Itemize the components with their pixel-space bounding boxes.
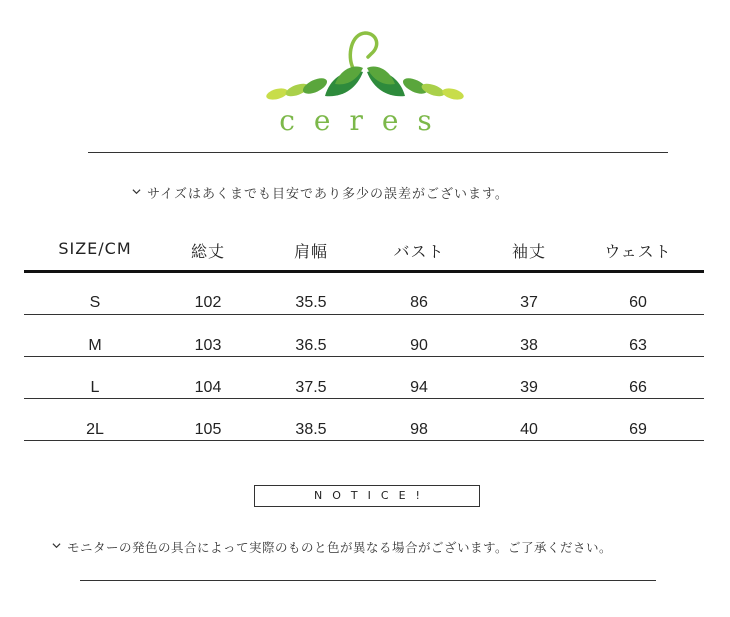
- chevron-down-icon: [52, 541, 61, 550]
- divider: [80, 580, 656, 581]
- header-bust: バスト: [393, 242, 445, 261]
- row-divider: [24, 440, 704, 441]
- divider: [88, 152, 668, 153]
- cell-sleeve: 39: [520, 379, 538, 396]
- row-divider: [24, 398, 704, 399]
- brand-name: ceres: [279, 104, 451, 137]
- header-length: 総丈: [190, 242, 225, 261]
- header-waist: ウェスト: [604, 242, 672, 261]
- chevron-down-icon: [132, 187, 141, 196]
- cell-bust: 94: [410, 379, 428, 396]
- cell-waist: 63: [629, 337, 647, 354]
- cell-size: M: [88, 337, 102, 354]
- size-note-text: サイズはあくまでも目安であり多少の誤差がございます。: [147, 187, 509, 202]
- header-sleeve: 袖丈: [511, 242, 546, 261]
- cell-waist: 60: [629, 294, 647, 311]
- monitor-note-text: モニターの発色の具合によって実際のものと色が異なる場合がございます。ご了承ください。: [67, 540, 613, 555]
- cell-length: 104: [194, 379, 222, 396]
- cell-shoulder: 38.5: [295, 421, 327, 438]
- cell-bust: 90: [410, 337, 428, 354]
- header-shoulder: 肩幅: [293, 242, 328, 261]
- cell-length: 103: [194, 337, 222, 354]
- cell-bust: 86: [410, 294, 428, 311]
- cell-length: 102: [194, 294, 222, 311]
- cell-shoulder: 35.5: [295, 294, 327, 311]
- cell-waist: 69: [629, 421, 647, 438]
- cell-shoulder: 37.5: [295, 379, 327, 396]
- notice-box: NOTICE!: [254, 485, 480, 507]
- cell-bust: 98: [410, 421, 428, 438]
- cell-shoulder: 36.5: [295, 337, 327, 354]
- header-rule: [24, 270, 704, 273]
- cell-size: L: [90, 379, 100, 396]
- cell-sleeve: 37: [520, 294, 538, 311]
- cell-size: S: [89, 294, 101, 311]
- row-divider: [24, 314, 704, 315]
- monitor-note: [52, 538, 612, 556]
- ceres-logo: [255, 28, 475, 140]
- size-note: [132, 183, 509, 202]
- cell-sleeve: 40: [520, 421, 538, 438]
- hanger-leaves-icon: [255, 28, 475, 108]
- cell-length: 105: [194, 421, 222, 438]
- row-divider: [24, 356, 704, 357]
- cell-size: 2L: [86, 421, 104, 438]
- header-size: SIZE/CM: [58, 239, 132, 258]
- cell-sleeve: 38: [520, 337, 538, 354]
- cell-waist: 66: [629, 379, 647, 396]
